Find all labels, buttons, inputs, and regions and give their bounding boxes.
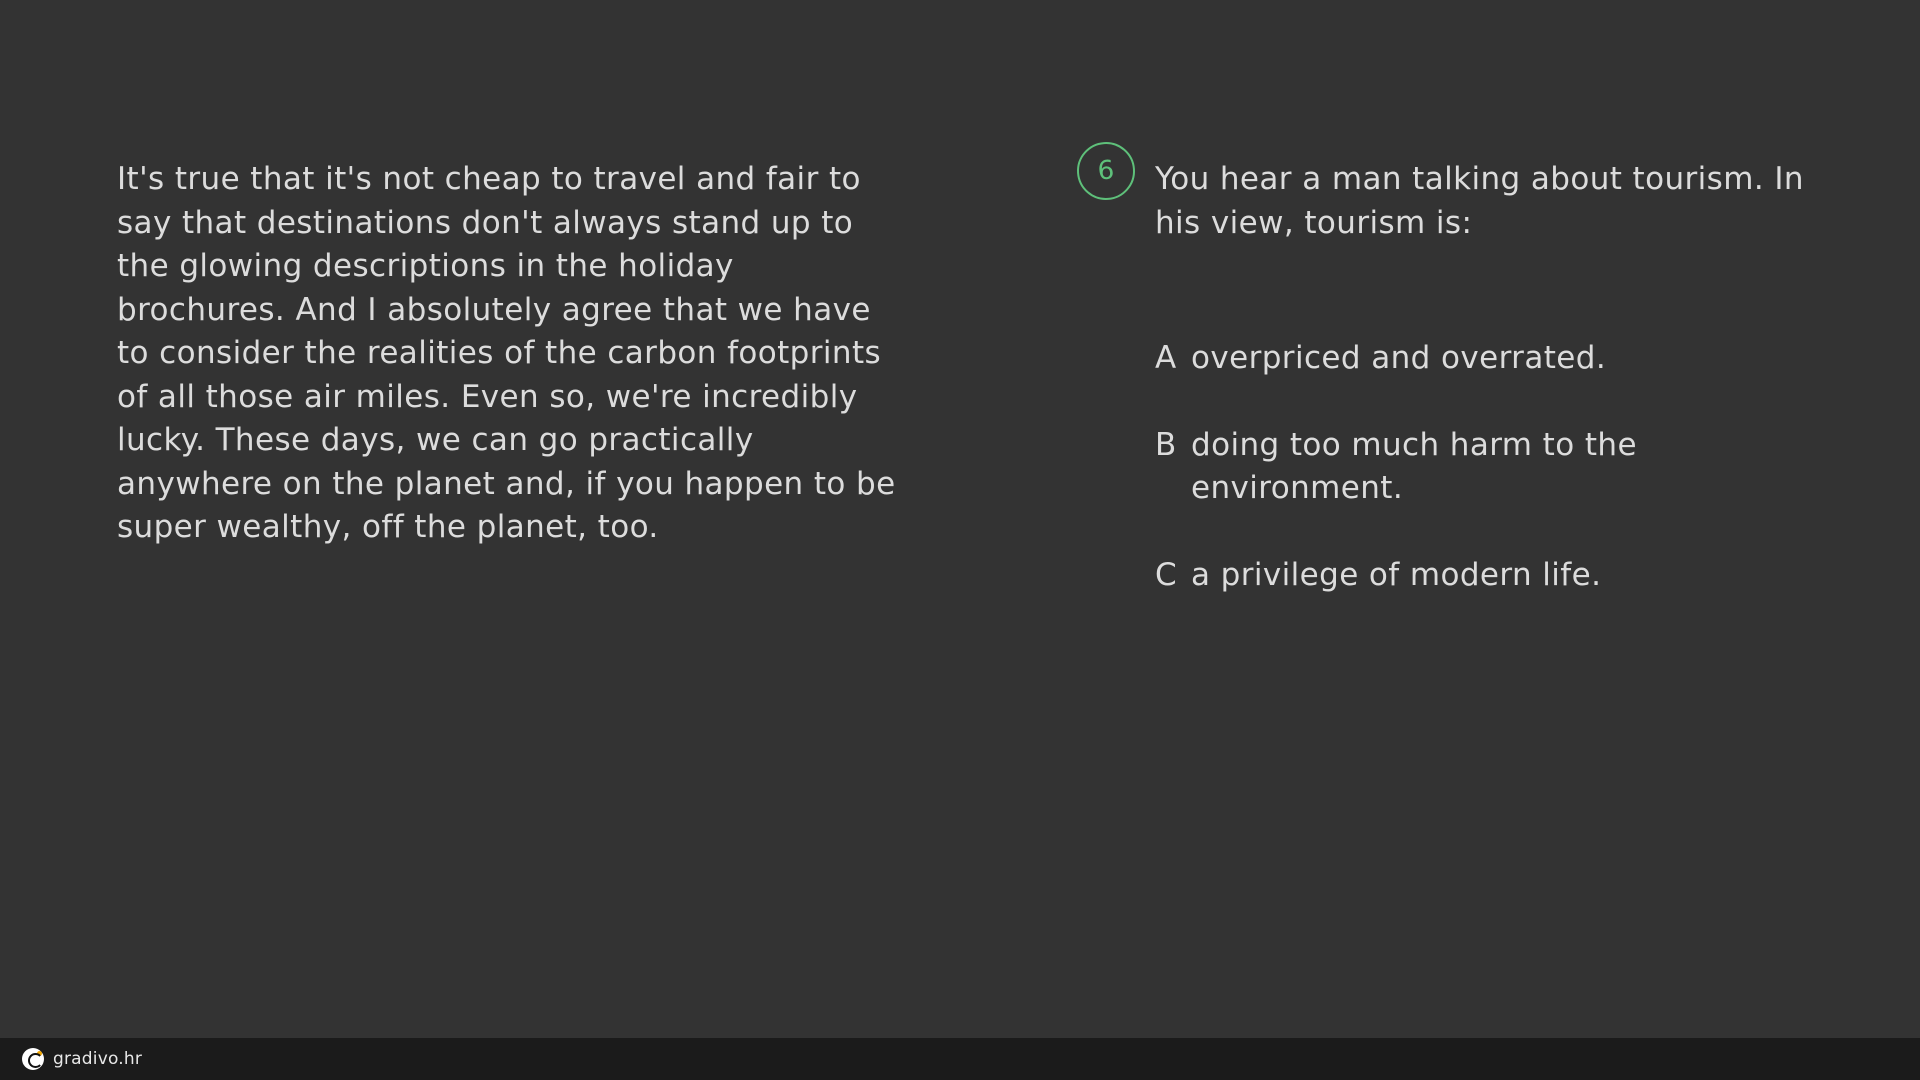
answer-option-c[interactable]	[1155, 554, 1835, 598]
option-letter-a: A	[1155, 340, 1177, 376]
question-number-badge: 6	[1075, 140, 1137, 202]
passage-text: It's true that it's not cheap to travel and fair to say that destinations don't always stand up to the glowing descriptions in the holiday brochures. And I absolutely agree that we have to consider the realities of the carbon footprints of all those air miles. Even so, we're incredibly lucky. These days, we can go practically anywhere on the planet and, if you happen to be super wealthy, off the planet, too.	[117, 161, 906, 545]
option-text-a: overpriced and overrated.	[1191, 340, 1607, 376]
option-letter-c: C	[1155, 556, 1178, 593]
answer-option-a[interactable]	[1155, 337, 1835, 381]
gradivo-circle-logo-icon	[22, 1048, 44, 1070]
footer-bar	[0, 1038, 1920, 1080]
question-block	[1096, 155, 1835, 640]
option-letter-b: B	[1155, 426, 1177, 463]
option-text-c: a privilege of modern life.	[1191, 556, 1602, 593]
option-text-b: doing too much harm to the environment.	[1191, 426, 1648, 506]
question-prompt: You hear a man talking about tourism. In his view, tourism is:	[1155, 161, 1815, 241]
footer-brand-label: gradivo.hr	[53, 1049, 143, 1069]
answer-options-list	[1155, 337, 1835, 597]
question-header	[1096, 155, 1835, 245]
answer-option-b[interactable]	[1155, 424, 1835, 511]
